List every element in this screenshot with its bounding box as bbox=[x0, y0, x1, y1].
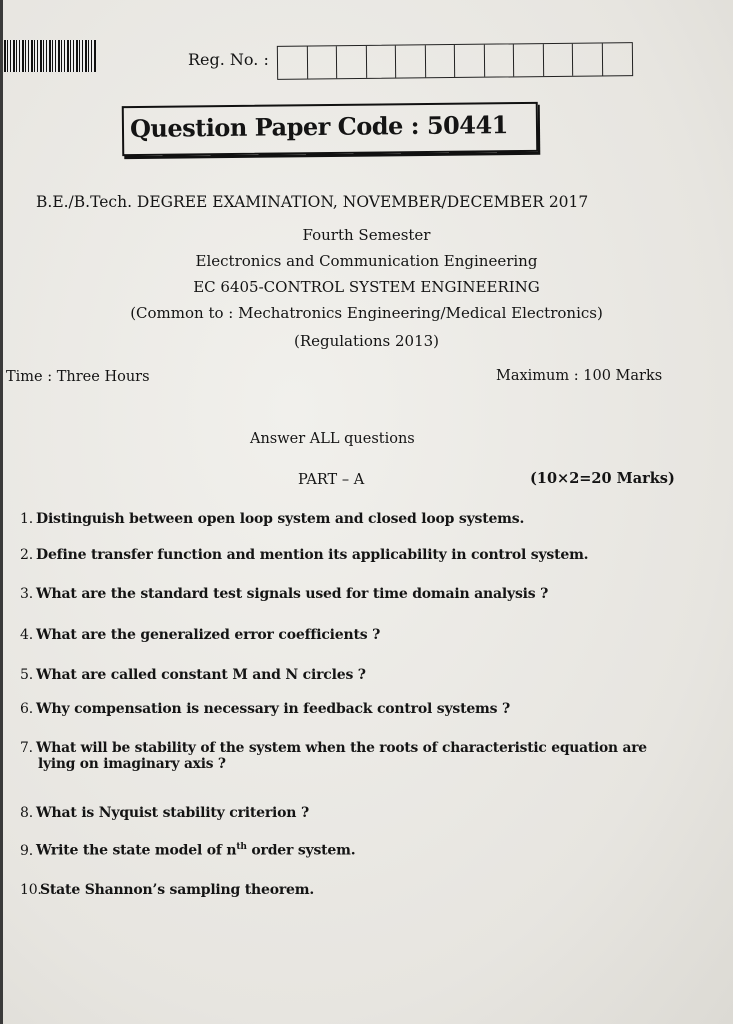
question-number: 9. bbox=[20, 842, 33, 859]
question-text: What is Nyquist stability criterion ? bbox=[36, 805, 309, 821]
reg-no-digit-box[interactable] bbox=[484, 44, 514, 76]
question-text: State Shannon’s sampling theorem. bbox=[40, 882, 315, 898]
part-marks: (10×2=20 Marks) bbox=[530, 470, 675, 487]
reg-no-boxes[interactable] bbox=[277, 42, 633, 80]
question-text: Why compensation is necessary in feedback control systems ? bbox=[36, 701, 511, 717]
reg-no-digit-box[interactable] bbox=[278, 47, 308, 79]
reg-no-digit-box[interactable] bbox=[366, 46, 396, 78]
reg-no-digit-box[interactable] bbox=[337, 46, 367, 78]
question-text: What are the standard test signals used for time domain analysis ? bbox=[36, 586, 549, 602]
department: Electronics and Communication Engineering bbox=[195, 252, 538, 270]
reg-no-digit-box[interactable] bbox=[307, 46, 337, 78]
question-text: Distinguish between open loop system and closed loop systems. bbox=[36, 511, 525, 527]
time-allowed: Time : Three Hours bbox=[6, 369, 150, 385]
question-number: 4. bbox=[20, 627, 33, 643]
question-number: 2. bbox=[20, 547, 33, 563]
question-text: What will be stability of the system when the roots of characteristic equation are bbox=[36, 740, 647, 756]
question-item bbox=[20, 740, 647, 772]
exam-title: B.E./B.Tech. DEGREE EXAMINATION, NOVEMBER/DECEMBER 2017 bbox=[36, 193, 589, 211]
question-item bbox=[20, 701, 510, 717]
common-to: (Common to : Mechatronics Engineering/Medical Electronics) bbox=[130, 304, 603, 322]
question-item bbox=[20, 511, 524, 527]
question-number: 8. bbox=[20, 805, 33, 821]
question-text: Write the state model of n bbox=[36, 842, 237, 859]
course-title: EC 6405-CONTROL SYSTEM ENGINEERING bbox=[193, 278, 540, 296]
reg-no-digit-box[interactable] bbox=[543, 44, 573, 76]
barcode-icon bbox=[4, 40, 96, 72]
regulations: (Regulations 2013) bbox=[293, 332, 440, 350]
question-number: 6. bbox=[20, 701, 33, 717]
question-text: What are the generalized error coefficients ? bbox=[36, 627, 381, 643]
reg-no-digit-box[interactable] bbox=[573, 43, 603, 75]
question-number: 5. bbox=[20, 667, 33, 683]
paper-code: Question Paper Code : 50441 bbox=[129, 110, 509, 143]
maximum-marks: Maximum : 100 Marks bbox=[496, 368, 663, 384]
reg-no-digit-box[interactable] bbox=[396, 45, 426, 77]
question-item bbox=[20, 805, 309, 821]
question-item bbox=[20, 667, 366, 683]
question-number: 1. bbox=[20, 511, 33, 527]
reg-no-digit-box[interactable] bbox=[425, 45, 455, 77]
question-item bbox=[20, 547, 588, 563]
reg-no-digit-box[interactable] bbox=[455, 45, 485, 77]
question-number: 7. bbox=[20, 740, 33, 756]
question-item bbox=[20, 627, 380, 643]
reg-no-digit-box[interactable] bbox=[514, 44, 544, 76]
question-text: What are called constant M and N circles ? bbox=[36, 667, 366, 683]
question-text-continued: lying on imaginary axis ? bbox=[38, 756, 226, 772]
question-number: 10. bbox=[20, 882, 42, 898]
superscript: th bbox=[236, 842, 247, 852]
question-item bbox=[20, 842, 355, 859]
question-text-after: order system. bbox=[246, 842, 356, 859]
semester: Fourth Semester bbox=[302, 226, 431, 244]
question-item bbox=[20, 586, 548, 602]
question-text: Define transfer function and mention its applicability in control system. bbox=[36, 547, 589, 563]
reg-no-label: Reg. No. : bbox=[188, 50, 269, 69]
part-title: PART – A bbox=[298, 472, 365, 488]
page-edge bbox=[0, 0, 3, 1024]
reg-no-digit-box[interactable] bbox=[602, 43, 632, 75]
question-item bbox=[20, 882, 314, 898]
instruction: Answer ALL questions bbox=[250, 431, 415, 447]
question-number: 3. bbox=[20, 586, 33, 602]
